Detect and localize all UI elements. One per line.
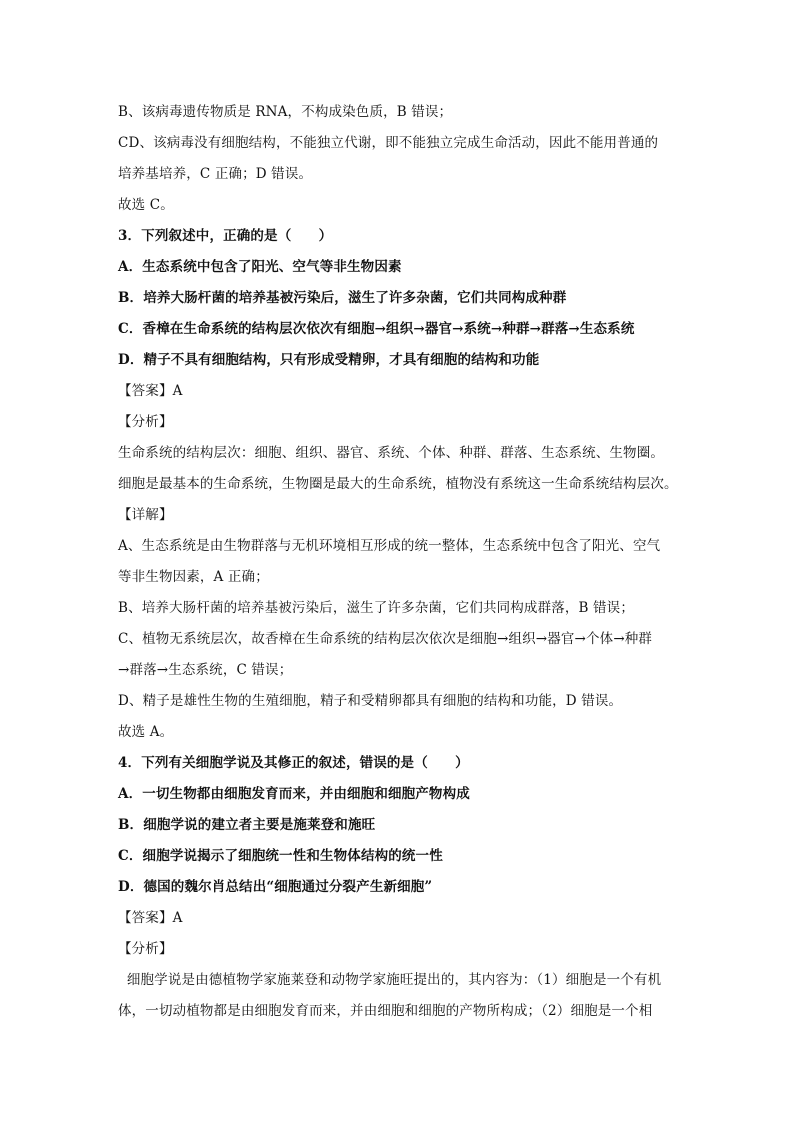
text-line: 故选 C。: [118, 197, 174, 213]
answer-label: 【答案】A: [118, 910, 183, 926]
text-line: B、培养大肠杆菌的培养基被污染后，滋生了许多杂菌，它们共同构成群落，B 错误；: [118, 600, 634, 616]
text-line: 培养基培养，C 正确；D 错误。: [118, 166, 313, 182]
option-line: B．细胞学说的建立者主要是施莱登和施旺: [118, 817, 376, 833]
text-line: D、精子是雄性生物的生殖细胞，精子和受精卵都具有细胞的结构和功能，D 错误。: [118, 693, 623, 709]
option-line: A．生态系统中包含了阳光、空气等非生物因素: [118, 259, 402, 275]
option-line: D．精子不具有细胞结构，只有形成受精卵，才具有细胞的结构和功能: [118, 352, 540, 368]
section-label: 【分析】: [118, 941, 173, 957]
text-line: →群落→生态系统，C 错误；: [118, 662, 293, 678]
text-line: A、生态系统是由生物群落与无机环境相互形成的统一整体，生态系统中包含了阳光、空气: [118, 538, 661, 554]
option-line: C．细胞学说揭示了细胞统一性和生物体结构的统一性: [118, 848, 443, 864]
question-title: 4．下列有关细胞学说及其修正的叙述，错误的是（ ）: [118, 755, 469, 771]
option-line: A．一切生物都由细胞发育而来，并由细胞和细胞产物构成: [118, 786, 470, 802]
text-line: 生命系统的结构层次：细胞、组织、器官、系统、个体、种群、群落、生态系统、生物圈。: [118, 445, 664, 461]
option-line: B．培养大肠杆菌的培养基被污染后，滋生了许多杂菌，它们共同构成种群: [118, 290, 567, 306]
option-line: C．香樟在生命系统的结构层次依次有细胞→组织→器官→系统→种群→群落→生态系统: [118, 321, 635, 337]
text-line: 等非生物因素，A 正确；: [118, 569, 269, 585]
text-line: C、植物无系统层次，故香樟在生命系统的结构层次依次是细胞→组织→器官→个体→种群: [118, 631, 653, 647]
answer-label: 【答案】A: [118, 383, 183, 399]
text-line: 细胞是最基本的生命系统，生物圈是最大的生命系统，植物没有系统这一生命系统结构层次。: [118, 476, 678, 492]
text-line: 故选 A。: [118, 724, 174, 740]
text-line: 细胞学说是由德植物学家施莱登和动物学家施旺提出的，其内容为：（1）细胞是一个有机: [118, 972, 662, 988]
section-label: 【分析】: [118, 414, 173, 430]
section-label: 【详解】: [118, 507, 173, 523]
question-title: 3．下列叙述中，正确的是（ ）: [118, 228, 333, 244]
text-line: B、该病毒遗传物质是 RNA，不构成染色质，B 错误；: [118, 104, 453, 120]
text-line: 体，一切动植物都是由细胞发育而来，并由细胞和细胞的产物所构成；（2）细胞是一个相: [118, 1003, 653, 1019]
text-line: CD、该病毒没有细胞结构，不能独立代谢，即不能独立完成生命活动，因此不能用普通的: [118, 135, 659, 151]
option-line: D．德国的魏尔肖总结出“细胞通过分裂产生新细胞”: [118, 879, 433, 895]
